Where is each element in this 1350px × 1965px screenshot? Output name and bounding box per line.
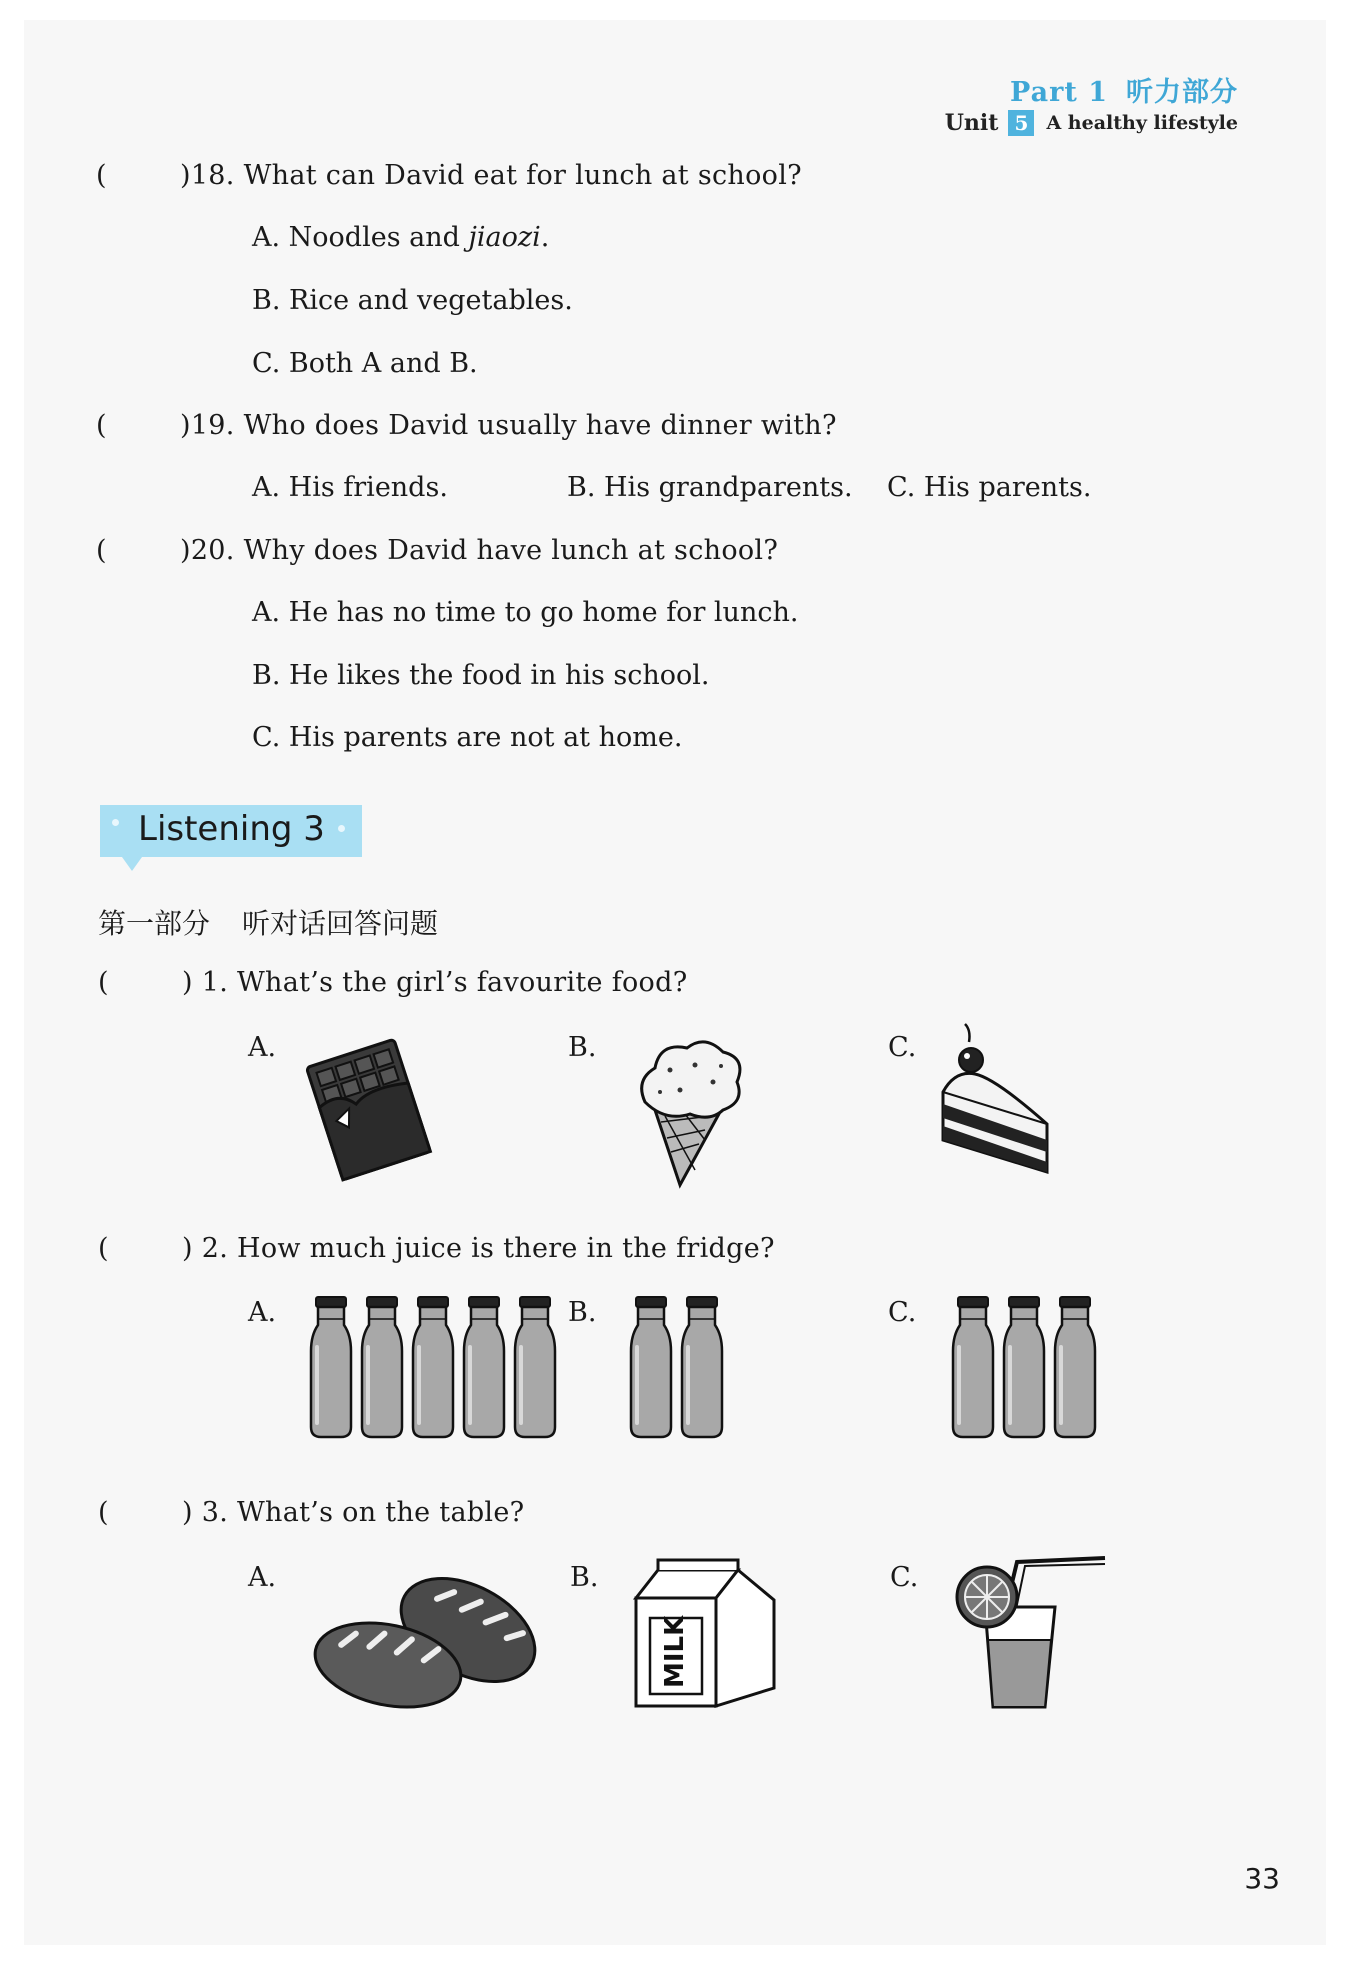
option-19-b: B. His grandparents. [567, 472, 853, 503]
juice-bottle-icon [308, 1295, 354, 1440]
option-2-b-label: B. [568, 1297, 597, 1328]
option-18-c: C. Both A and B. [252, 348, 478, 379]
juice-bottle-icon [679, 1295, 725, 1440]
answer-paren: ( [96, 160, 107, 191]
option-3-a-label: A. [248, 1562, 277, 1593]
option-20-c: C. His parents are not at home. [252, 722, 683, 753]
orange-juice-glass-icon [945, 1552, 1115, 1717]
unit-number-badge: 5 [1008, 110, 1034, 136]
milk-label: MILK [660, 1615, 690, 1688]
question-20: )20. Why does David have lunch at school? [180, 535, 779, 566]
option-19-c: C. His parents. [887, 472, 1092, 503]
juice-bottle-icon [512, 1295, 558, 1440]
juice-bottle-icon [410, 1295, 456, 1440]
milk-carton-icon [628, 1558, 778, 1708]
option-20-b: B. He likes the food in his school. [252, 660, 710, 691]
juice-bottles-option-b [628, 1295, 730, 1440]
option-1-a-label: A. [248, 1032, 277, 1063]
juice-bottle-icon [950, 1295, 996, 1440]
cake-slice-icon [935, 1022, 1060, 1187]
option-2-a-label: A. [248, 1297, 277, 1328]
page-number: 33 [1244, 1862, 1280, 1895]
section-title: 第一部分 听对话回答问题 [98, 907, 439, 940]
option-19-a: A. His friends. [252, 472, 448, 503]
question-18: )18. What can David eat for lunch at school? [180, 160, 802, 191]
option-18-b: B. Rice and vegetables. [252, 285, 573, 316]
option-18-a: A. Noodles and jiaozi. [252, 222, 550, 253]
juice-bottle-icon [1052, 1295, 1098, 1440]
bread-icon [308, 1555, 538, 1715]
option-1-b-label: B. [568, 1032, 597, 1063]
unit-header: Unit 5 A healthy lifestyle [944, 110, 1238, 136]
option-20-a: A. He has no time to go home for lunch. [252, 597, 799, 628]
option-3-c-label: C. [890, 1562, 919, 1593]
juice-bottle-icon [628, 1295, 674, 1440]
part-header: Part 1 听力部分 [1010, 77, 1238, 108]
picture-question-1: ) 1. What’s the girl’s favourite food? [182, 967, 688, 998]
ice-cream-cone-icon [625, 1030, 760, 1190]
answer-paren: ( [96, 410, 107, 441]
juice-bottle-icon [461, 1295, 507, 1440]
listening-banner: Listening 3 [100, 805, 362, 857]
juice-bottles-option-c [950, 1295, 1103, 1440]
option-3-b-label: B. [570, 1562, 599, 1593]
chocolate-bar-icon [300, 1030, 440, 1185]
question-19: )19. Who does David usually have dinner with? [180, 410, 837, 441]
juice-bottle-icon [1001, 1295, 1047, 1440]
option-1-c-label: C. [888, 1032, 917, 1063]
option-2-c-label: C. [888, 1297, 917, 1328]
juice-bottle-icon [359, 1295, 405, 1440]
picture-question-3: ) 3. What’s on the table? [182, 1497, 525, 1528]
answer-paren: ( [98, 1497, 109, 1528]
answer-paren: ( [96, 535, 107, 566]
picture-question-2: ) 2. How much juice is there in the fridge? [182, 1233, 775, 1264]
answer-paren: ( [98, 967, 109, 998]
juice-bottles-option-a [308, 1295, 563, 1440]
answer-paren: ( [98, 1233, 109, 1264]
